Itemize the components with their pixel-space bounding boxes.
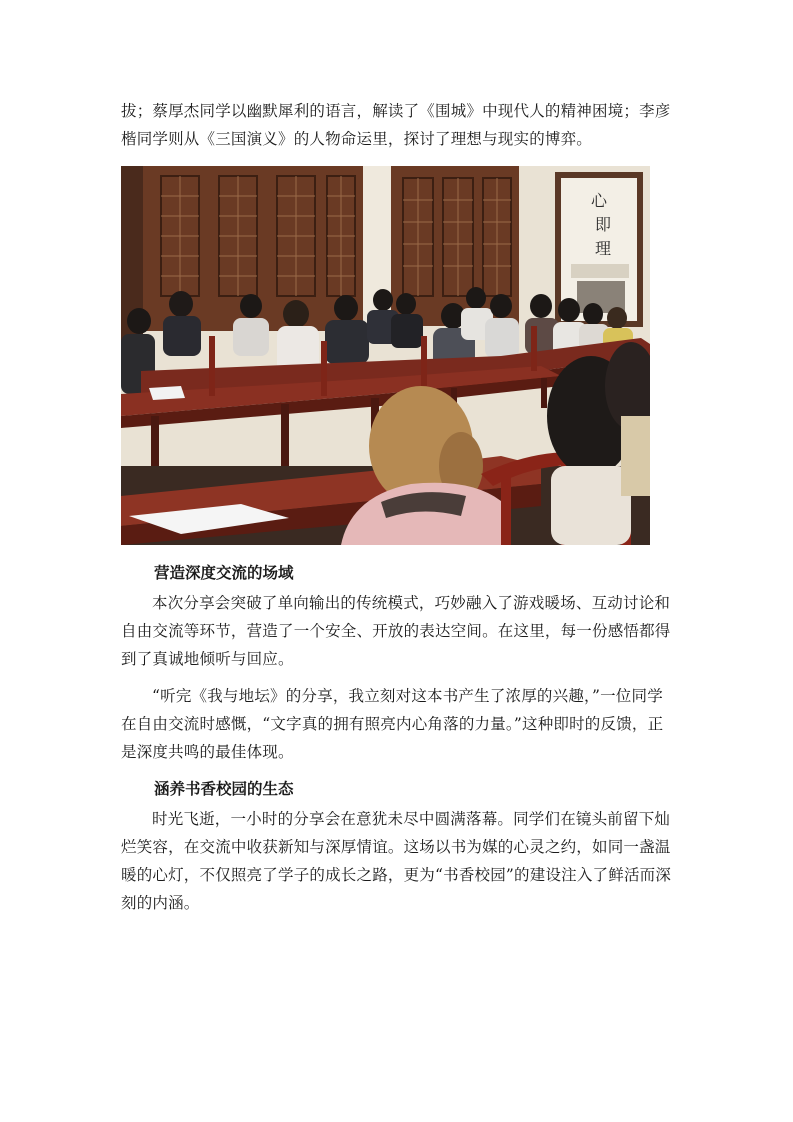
section1-paragraph-1: 本次分享会突破了单向输出的传统模式，巧妙融入了游戏暖场、互动讨论和自由交流等环节，营造了一个安全、开放的表达空间。在这里，每一份感悟都得到了真诚地倾听与回应。 — [121, 594, 671, 668]
intro-paragraph: 拔；蔡厚杰同学以幽默犀利的语言，解读了《围城》中现代人的精神困境；李彦楷同学则从《三国演义》的人物命运里，探讨了理想与现实的博弈。 — [121, 102, 671, 148]
section1-paragraph-2: “听完《我与地坛》的分享，我立刻对这本书产生了浓厚的兴趣，”一位同学在自由交流时感慨，“文字真的拥有照亮内心角落的力量。”这种即时的反馈，正是深度共鸣的最佳体现。 — [121, 687, 664, 761]
section-heading-deep-exchange: 营造深度交流的场域 — [154, 564, 294, 582]
classroom-photo-illustration — [121, 166, 650, 545]
event-photo — [121, 166, 650, 545]
calligraphy-char-2: 即 — [594, 215, 612, 234]
calligraphy-char-3: 理 — [594, 239, 612, 258]
section2-paragraph-1: 时光飞逝，一小时的分享会在意犹未尽中圆满落幕。同学们在镜头前留下灿烂笑容，在交流中收获新知与深厚情谊。这场以书为媒的心灵之约，如同一盏温暖的心灯，不仅照亮了学子的成长之路，更为“书香校园”的建设注入了鲜活而深刻的内涵。 — [121, 810, 672, 912]
section-heading-scholarly-campus: 涵养书香校园的生态 — [154, 780, 294, 798]
calligraphy-char-1: 心 — [590, 191, 608, 210]
